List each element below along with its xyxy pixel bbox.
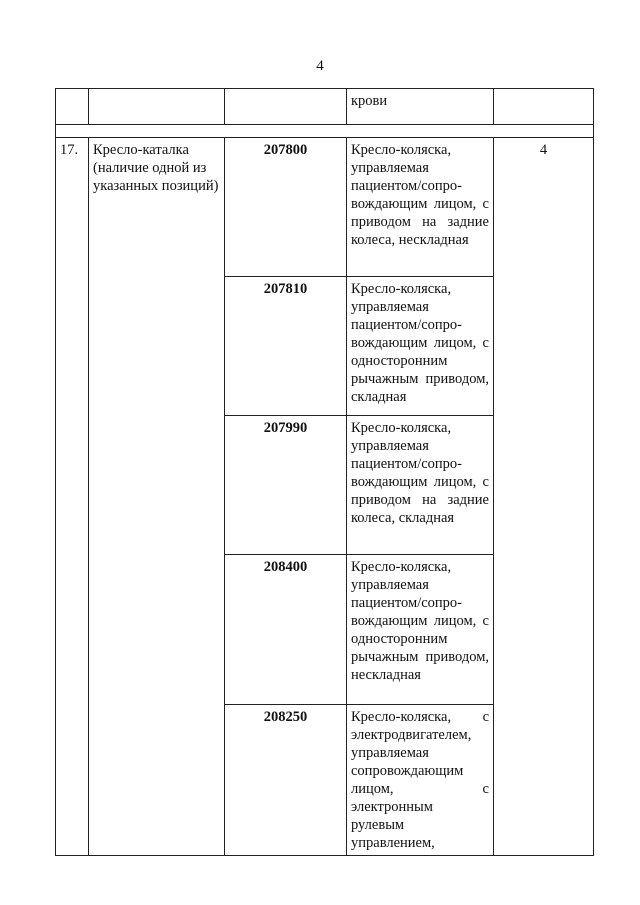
table-row — [56, 138, 594, 277]
item-code: 207990 — [225, 416, 347, 555]
equipment-table — [55, 88, 594, 856]
table-row-previous — [56, 89, 594, 125]
item-description: Кресло-коляска, управляемая пациентом/сопро-вождающим лицом, с односторонним рычажным приводом, складная — [347, 277, 494, 416]
item-description: Кресло-коляска, управляемая пациентом/сопро-вождающим лицом, с приводом на задние колеса, складная — [347, 416, 494, 555]
item-name: Кресло-каталка (наличие одной из указанных позиций) — [89, 138, 225, 856]
item-description: Кресло-коляска, с электродвигателем, управляемая сопровождающим лицом, с электронным рулевым управлением, — [347, 705, 494, 856]
item-code: 207800 — [225, 138, 347, 277]
item-quantity: 4 — [494, 138, 594, 856]
cell-description: крови — [347, 89, 494, 125]
table-gap-row — [56, 125, 594, 138]
item-description: Кресло-коляска, управляемая пациентом/сопро-вождающим лицом, с приводом на задние колеса, нескладная — [347, 138, 494, 277]
item-code: 208250 — [225, 705, 347, 856]
item-number: 17. — [56, 138, 89, 856]
item-description: Кресло-коляска, управляемая пациентом/сопро-вождающим лицом, с односторонним рычажным приводом, нескладная — [347, 555, 494, 705]
cell-quantity — [494, 89, 594, 125]
cell-number — [56, 89, 89, 125]
cell-name — [89, 89, 225, 125]
item-code: 208400 — [225, 555, 347, 705]
item-code: 207810 — [225, 277, 347, 416]
cell-code — [225, 89, 347, 125]
page-number: 4 — [316, 58, 324, 74]
